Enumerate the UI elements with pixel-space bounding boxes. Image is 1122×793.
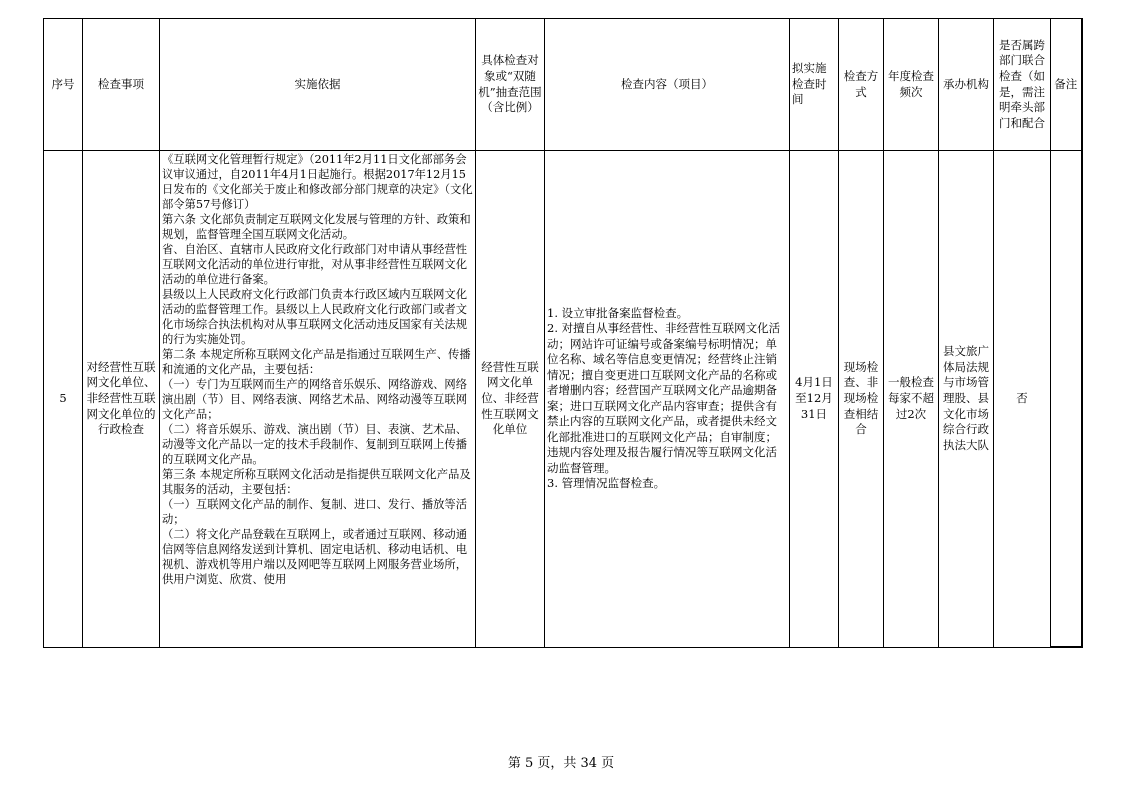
row-basis xyxy=(160,151,476,648)
basis-para: 第二条 本规定所称互联网文化产品是指通过互联网生产、传播和流通的文化产品，主要包括： xyxy=(162,348,471,377)
basis-para: 省、自治区、直辖市人民政府文化行政部门对申请从事经营性互联网文化活动的单位进行审批，对从事非经营性互联网文化活动的单位进行备案。 xyxy=(162,243,468,287)
header-method: 检查方式 xyxy=(839,19,884,151)
header-freq: 年度检查频次 xyxy=(884,19,939,151)
header-time: 拟实施检查时间 xyxy=(790,19,839,151)
content-item: 1. 设立审批备案监督检查。 xyxy=(547,305,689,320)
content-item: 3. 管理情况监督检查。 xyxy=(547,476,666,491)
header-no: 序号 xyxy=(44,19,83,151)
basis-para: （一）互联网文化产品的制作、复制、进口、发行、播放等活动； xyxy=(162,498,468,527)
row-no: 5 xyxy=(44,151,83,648)
basis-para: 第三条 本规定所称互联网文化活动是指提供互联网文化产品及其服务的活动，主要包括： xyxy=(162,468,471,497)
row-freq: 一般检查每家不超过2次 xyxy=(884,151,939,648)
row-remark xyxy=(1051,151,1082,648)
header-item: 检查事项 xyxy=(83,19,160,151)
row-time: 4月1日至12月31日 xyxy=(790,151,839,648)
row-object: 经营性互联网文化单位、非经营性互联网文化单位 xyxy=(476,151,545,648)
basis-para: 县级以上人民政府文化行政部门负责本行政区域内互联网文化活动的监督管理工作。县级以上人民政府文化行政部门或者文化市场综合执法机构对从事互联网文化活动违反国家有关法规的行为实施处罚。 xyxy=(162,288,468,347)
row-item: 对经营性互联网文化单位、非经营性互联网文化单位的行政检查 xyxy=(83,151,160,648)
content-item: 2. 对擅自从事经营性、非经营性互联网文化活动；网站许可证编号或备案编号标明情况；单位名称、域名等信息变更情况；经营终止注销情况；擅自变更进口互联网文化产品的名称或者增删内容；经营国产互联网文化产品逾期备案；进口互联网文化产品内容审查；提供含有禁止内容的互联网文化产品，或者提供未经文化部批准进口的互联网文化产品；自审制度；违规内容处理及报告履行情况等互联网文化活动监督管理。 xyxy=(547,321,781,475)
header-row xyxy=(44,19,1082,151)
basis-para: 第六条 文化部负责制定互联网文化发展与管理的方针、政策和规划，监督管理全国互联网文化活动。 xyxy=(162,213,471,242)
table-row xyxy=(44,151,1082,648)
basis-para: （二）将音乐娱乐、游戏、演出剧（节）目、表演、艺术品、动漫等文化产品以一定的技术手段制作、复制到互联网上传播的互联网文化产品。 xyxy=(162,423,468,467)
header-org: 承办机构 xyxy=(939,19,994,151)
row-method: 现场检查、非现场检查相结合 xyxy=(839,151,884,648)
basis-para: （二）将文化产品登载在互联网上，或者通过互联网、移动通信网等信息网络发送到计算机、固定电话机、移动电话机、电视机、游戏机等用户端以及网吧等互联网上网服务营业场所，供用户浏览、欣赏、使用 xyxy=(162,528,468,587)
header-content: 检查内容（项目） xyxy=(545,19,790,151)
header-object: 具体检查对象或“双随机”抽查范围（含比例） xyxy=(476,19,545,151)
row-content xyxy=(545,151,790,648)
header-joint: 是否属跨部门联合检查（如是，需注明牵头部门和配合 xyxy=(994,19,1051,151)
row-joint: 否 xyxy=(994,151,1051,648)
inspection-table xyxy=(43,18,1083,648)
page-footer: 第 5 页，共 34 页 xyxy=(507,756,615,771)
header-remark: 备注 xyxy=(1051,19,1082,151)
row-org: 县文旅广体局法规与市场管理股、县文化市场综合行政执法大队 xyxy=(939,151,994,648)
basis-para: 《互联网文化管理暂行规定》（2011年2月11日文化部部务会议审议通过，自2011年4月1日起施行。根据2017年12月15日发布的《文化部关于废止和修改部分部门规章的决定》（文化部令第57号修订） xyxy=(162,153,473,212)
basis-para: （一）专门为互联网而生产的网络音乐娱乐、网络游戏、网络演出剧（节）目、网络表演、网络艺术品、网络动漫等互联网文化产品； xyxy=(162,378,468,422)
header-basis: 实施依据 xyxy=(160,19,476,151)
